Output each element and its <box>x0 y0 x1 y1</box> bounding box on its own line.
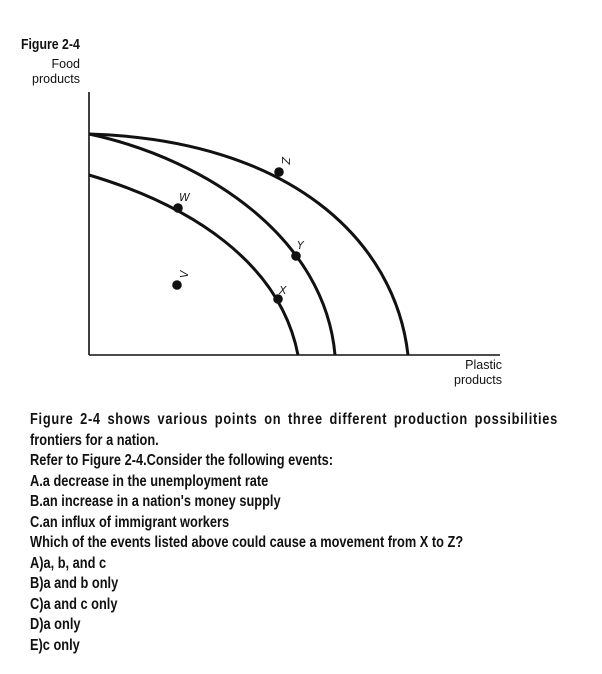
point-z-label: Z <box>279 157 292 165</box>
event-b: B.an increase in a nation's money supply <box>30 493 281 510</box>
question-text: Which of the events listed above could cause a movement from X to Z? <box>30 534 464 551</box>
answer-option-b: B)a and b only <box>30 575 119 592</box>
y-axis-label-line1: Food <box>51 57 80 71</box>
event-c: C.an influx of immigrant workers <box>30 513 230 531</box>
answer-option-e: E)c only <box>30 636 80 654</box>
x-axis-label <box>430 358 502 388</box>
point-w-label: W <box>179 191 190 204</box>
point-y-label: Y <box>297 239 304 252</box>
point-v <box>172 280 182 290</box>
ppf-curve-outer <box>89 134 408 355</box>
answer-option-d: D)a only <box>30 616 81 633</box>
answer-option-c: C)a and c only <box>30 595 118 613</box>
ppf-curve-inner <box>89 175 298 355</box>
point-w <box>173 203 183 213</box>
answer-option-a: A)a, b, and c <box>30 554 107 572</box>
figure-caption-line1: Figure 2-4 shows various points on three different production possibilities <box>30 411 558 428</box>
figure-caption-line2: frontiers for a nation. <box>30 431 159 449</box>
point-v-label: V <box>178 270 191 278</box>
point-x-label: X <box>279 284 287 297</box>
x-axis-label-line1: Plastic <box>465 358 502 372</box>
event-a: A.a decrease in the unemployment rate <box>30 472 269 490</box>
y-axis-label-line2: products <box>32 72 80 86</box>
point-y <box>291 251 301 261</box>
point-z <box>274 167 284 177</box>
question-prompt: Refer to Figure 2-4.Consider the following events: <box>30 452 333 469</box>
figure-title: Figure 2-4 <box>21 36 80 53</box>
x-axis-label-line2: products <box>454 373 502 387</box>
question-block <box>30 410 558 656</box>
